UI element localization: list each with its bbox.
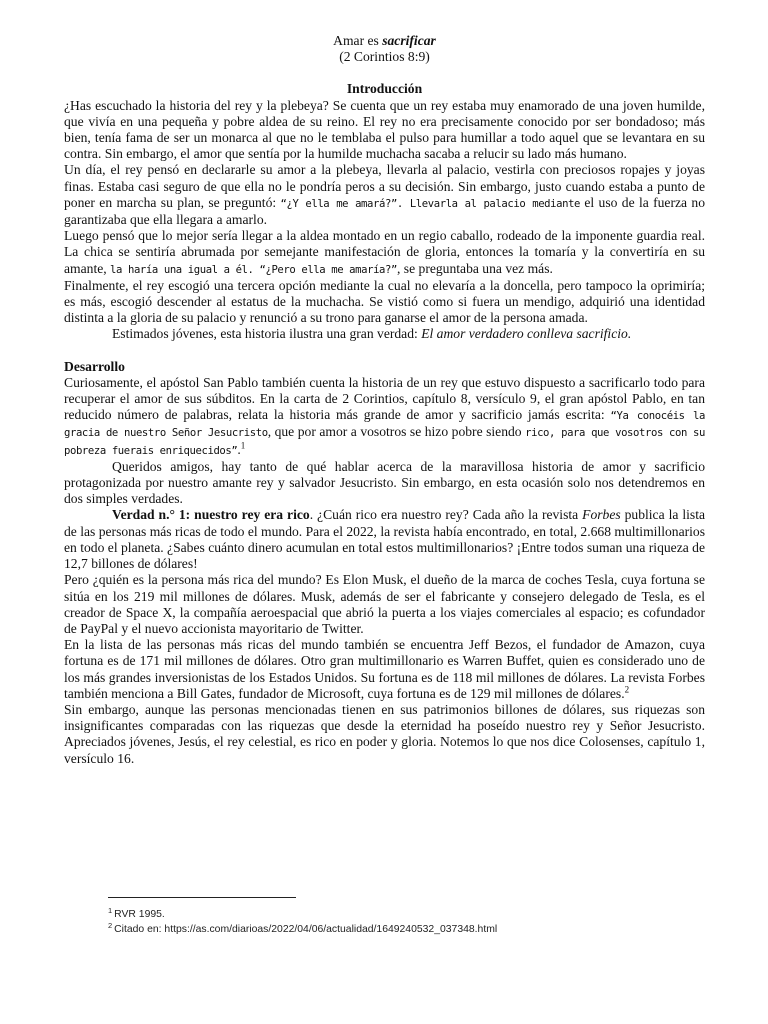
intro-paragraph-1: ¿Has escuchado la historia del rey y la plebeya? Se cuenta que un rey estaba muy enamorado de una joven humilde, que vivía en una pequeña y pobre aldea de su reino. El rey no era precisamente conocido por ser bondadoso; más bien, tenía fama de ser un monarca al que no le temblaba el pulso para humillar a todo aquel que se levantara en su contra. Sin embargo, el amor que sentía por la humilde muchacha sacaba a relucir su lado más humano. bbox=[64, 97, 705, 162]
intro-p3-text: Luego pensó que lo mejor sería llegar a la aldea montado en un regio caballo, rodeado de la imponente guardia real. La chica se sentiría abrumada por semejante manifestación de gloria, entonces la tomaría y la convertiría en su amante, bbox=[64, 228, 705, 276]
intro-p5-emphasis: El amor verdadero conlleva sacrificio. bbox=[421, 326, 632, 342]
desarrollo-p5-text: En la lista de las personas más ricas del mundo también se encuentra Jeff Bezos, el fundador de Amazon, cuya fortuna es de 171 mil millones de dólares. Otro gran multimillonario es Warren Buffet, quien es considerado uno de los más grandes inversionistas de los Estados Unidos. Su fortuna es de 118 mil millones de dólares. La revista Forbes también menciona a Bill Gates, fundador de Microsoft, cuya fortuna es de 129 mil millones de dólares. bbox=[64, 637, 705, 701]
desarrollo-paragraph-2: Queridos amigos, hay tanto de qué hablar acerca de la maravillosa historia de amor y sacrificio protagonizada por nuestro amante rey y salvador Jesucristo. Sin embargo, en esta ocasión solo nos detendremos en dos simples verdades. bbox=[64, 458, 705, 507]
desarrollo-p1-quote-mid: , que por amor a vosotros se hizo pobre siendo bbox=[267, 424, 526, 440]
intro-paragraph-4: Finalmente, el rey escogió una tercera opción mediante la cual no elevaría a la doncella, pero tampoco la oprimiría; es más, escogió descender al estatus de la muchacha. Se vistió como si fuera un mendigo, adquirió una identidad distinta a la gloria de su palacio y renunció a su trono para ganarse el amor de la persona amada. bbox=[64, 277, 705, 326]
intro-paragraph-3 bbox=[64, 228, 705, 278]
desarrollo-paragraph-3 bbox=[64, 507, 705, 572]
desarrollo-p3-text: . ¿Cuán rico era nuestro rey? Cada año la revista bbox=[309, 507, 583, 523]
intro-p2-quote: “¿Y ella me amará?”. Llevarla al palacio mediante bbox=[280, 197, 581, 210]
footnote-2 bbox=[108, 922, 668, 937]
footnote-1-number: 1 bbox=[108, 905, 113, 915]
footnote-2-link[interactable]: Citado en: https://as.com/diarioas/2022/04/06/actualidad/1649240532_037348.html bbox=[114, 924, 498, 935]
desarrollo-p1-quote-start: “Ya conocéis la gracia de nuestro Señor Jesucristo bbox=[64, 410, 705, 440]
document-title bbox=[64, 33, 705, 49]
bible-reference: (2 Corintios 8:9) bbox=[339, 49, 430, 65]
intro-p2-end: el uso de la fuerza no garantizaba que ella llegara a amarlo. bbox=[64, 194, 705, 228]
intro-p5-text: Estimados jóvenes, esta historia ilustra una gran verdad: bbox=[112, 326, 422, 342]
desarrollo-paragraph-6: Sin embargo, aunque las personas mencionadas tienen en sus patrimonios billones de dólares, sus riquezas son insignificantes comparadas con las riquezas que desde la eternidad ha poseído nuestro rey y Señor Jesucristo. Apreciados jóvenes, Jesús, el rey celestial, es rico en poder y gloria. Notemos lo que nos dice Colosenses, capítulo 1, versículo 16. bbox=[64, 701, 705, 766]
intro-heading: Introducción bbox=[346, 81, 423, 97]
footnote-1-text: RVR 1995. bbox=[114, 909, 165, 920]
forbes-emphasis: Forbes bbox=[582, 507, 621, 523]
intro-p2-text: Un día, el rey pensó en declararle su amor a la plebeya, llevarla al palacio, vestirla con preciosos ropajes y joyas finas. Estaba casi seguro de que ella no le pondría peros a su decisión. Sin embargo, justo cuando estaba a punto de poner en marcha su plan, se preguntó: bbox=[64, 162, 705, 210]
desarrollo-paragraph-4: Pero ¿quién es la persona más rica del mundo? Es Elon Musk, el dueño de la marca de coches Tesla, cuya fortuna se sitúa en los 219 mil millones de dólares. Musk, además de ser el fabricante y consejero delegado de Tesla, es el creador de Space X, la compañía aeroespacial que abrió la puerta a los viajes comerciales al espacio; es cofundador de PayPal y el nuevo accionista mayoritario de Twitter. bbox=[64, 572, 705, 636]
footnote-2-number: 2 bbox=[108, 920, 113, 930]
title-prefix: Amar es bbox=[333, 33, 383, 48]
footnote-divider bbox=[108, 897, 296, 898]
intro-paragraph-2 bbox=[64, 162, 705, 228]
intro-p3-end: , se preguntaba una vez más. bbox=[397, 260, 553, 276]
intro-p3-quote: la haría una igual a él. “¿Pero ella me amaría?” bbox=[110, 263, 397, 276]
document-body bbox=[64, 33, 705, 767]
desarrollo-p1-quote-end: rico, para que vosotros con su pobreza fuerais enriquecidos” bbox=[64, 427, 705, 457]
footnote-ref-2[interactable]: 2 bbox=[624, 684, 630, 695]
desarrollo-p3-end: publica la lista de las personas más ricas de todo el mundo. Para el 2022, la revista había encontrado, en total, 2.668 multimillonarios en todo el planeta. ¿Sabes cuánto dinero acumulan en total estos multimillonarios? ¡Entre todos suman una riqueza de 12,7 billones de dólares! bbox=[64, 507, 706, 572]
verdad-1-heading: Verdad n.° 1: nuestro rey era rico bbox=[112, 507, 310, 523]
footnote-ref-1[interactable]: 1 bbox=[240, 440, 246, 451]
desarrollo-p1-text: Curiosamente, el apóstol San Pablo también cuenta la historia de un rey que estuvo dispuesto a sacrificarlo todo para recuperar el amor de sus súbditos. En la carta de 2 Corintios, capítulo 8, versículo 9, el gran apóstol Pablo, en tan reducido número de palabras, relata la historia más grande de amor y sacrificio jamás escrita: bbox=[64, 374, 705, 423]
desarrollo-paragraph-5 bbox=[64, 637, 705, 702]
desarrollo-heading: Desarrollo bbox=[64, 358, 125, 374]
desarrollo-p1-period: . bbox=[237, 441, 241, 457]
footnotes bbox=[108, 897, 668, 937]
desarrollo-paragraph-1 bbox=[64, 375, 705, 459]
intro-paragraph-5 bbox=[64, 326, 705, 342]
footnote-1 bbox=[108, 907, 668, 922]
title-emphasis: sacrificar bbox=[382, 33, 436, 48]
